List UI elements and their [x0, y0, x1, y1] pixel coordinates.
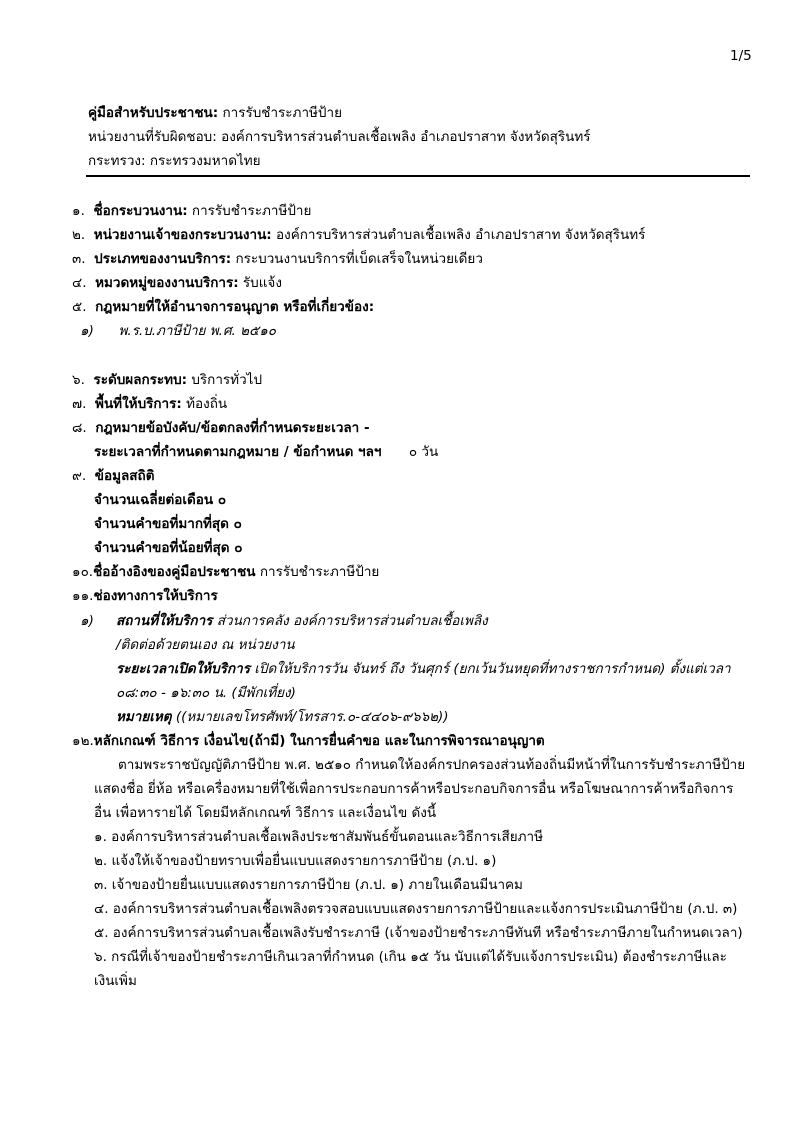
item-label: หลักเกณฑ์ วิธีการ เงื่อนไข(ถ้ามี) ในการยื่นคำขอ และในการพิจารณาอนุญาต: [93, 733, 545, 749]
service-location: [116, 609, 488, 631]
criteria-step: ๓. เจ้าของป้ายยื่นแบบแสดงรายการภาษีป้าย (ภ.ป. ๑) ภายในเดือนมีนาคม: [94, 877, 523, 893]
item-6: [72, 368, 262, 390]
item-3: [72, 247, 483, 269]
item-label: พื้นที่ให้บริการ:: [95, 396, 182, 412]
item-value: องค์การบริหารส่วนตำบลเชื้อเพลิง อำเภอปราสาท จังหวัดสุรินทร์: [276, 227, 646, 243]
channel-number: ๑): [80, 613, 94, 629]
hours-value: เปิดให้บริการวัน จันทร์ ถึง วันศุกร์ (ยกเว้นวันหยุดที่ทางราชการกำหนด) ตั้งแต่เวลา: [254, 661, 731, 677]
item-number: ๑๑.: [72, 588, 94, 604]
law-item: [80, 319, 276, 341]
item-10: [72, 560, 379, 582]
item-label: ข้อมูลสถิติ: [94, 468, 155, 484]
page-number: 1/5: [730, 48, 752, 64]
item-number: ๓.: [72, 251, 86, 267]
item-label: ชื่ออ้างอิงของคู่มือประชาชน: [93, 564, 256, 580]
location-line2: /ติดต่อด้วยตนเอง ณ หน่วยงาน: [116, 637, 295, 653]
item-12: [72, 729, 545, 751]
criteria-paragraph: ตามพระราชบัญญัติภาษีป้าย พ.ศ. ๒๕๑๐ กำหนดให้องค์กรปกครองส่วนท้องถิ่นมีหน้าที่ในการรับชำระภาษีป้าย แสดงชื่อ ยี่ห้อ หรือเครื่องหมายที่ใช้เพื่อการประกอบการค้าหรือประกอบกิจการอื่น หรือโฆษณาการค้าหรือกิจการอื่น เพื่อหารายได้ โดยมีหลักเกณฑ์ วิธีการ และเงื่อนไข ดังนี้: [94, 757, 746, 821]
item-number: ๖.: [72, 372, 85, 388]
item-value: บริการทั่วไป: [191, 372, 263, 388]
item-number: ๑.: [72, 203, 85, 219]
location-label: สถานที่ให้บริการ: [116, 613, 213, 629]
note-label: หมายเหตุ: [116, 709, 172, 725]
item-value: การรับชำระภาษีป้าย: [259, 564, 380, 580]
service-note: [116, 705, 449, 727]
item-label: ประเภทของงานบริการ:: [94, 251, 232, 267]
criteria-step: ๖. กรณีที่เจ้าของป้ายชำระภาษีเกินเวลาที่กำหนด (เกิน ๑๕ วัน นับแต่ได้รับแจ้งการประเมิน) ต้องชำระภาษีและเงินเพิ่ม: [94, 949, 727, 989]
agency-label: หน่วยงานที่รับผิดชอบ:: [88, 129, 217, 145]
hours-line2: ๐๘:๓๐ - ๑๖:๓๐ น. (มีพักเที่ยง): [116, 685, 296, 701]
item-number: ๑๒.: [72, 733, 94, 749]
item-8-days: ๐ วัน: [408, 444, 439, 460]
item-number: ๑๐.: [72, 564, 94, 580]
item-8-detail: ระยะเวลาที่กำหนดตามกฎหมาย / ข้อกำหนด ฯลฯ: [94, 444, 382, 460]
criteria-step: ๑. องค์การบริหารส่วนตำบลเชื้อเพลิงประชาสัมพันธ์ขั้นตอนและวิธีการเสียภาษี: [94, 829, 544, 845]
item-value: กระบวนงานบริการที่เบ็ดเสร็จในหน่วยเดียว: [235, 251, 483, 267]
item-1: [72, 199, 311, 221]
criteria-step: ๔. องค์การบริหารส่วนตำบลเชื้อเพลิงตรวจสอบแบบแสดงรายการภาษีป้ายและแจ้งการประเมินภาษีป้าย (ภ.ป. ๓): [94, 901, 738, 917]
item-number: ๒.: [72, 227, 86, 243]
criteria-step: ๕. องค์การบริหารส่วนตำบลเชื้อเพลิงรับชำระภาษี (เจ้าของป้ายชำระภาษีทันที หรือชำระภาษีภายในกำหนดเวลา): [94, 925, 743, 941]
service-hours: [116, 657, 731, 679]
stat-min: จำนวนคำขอที่น้อยที่สุด ๐: [94, 540, 243, 556]
ministry-value: กระทรวงมหาดไทย: [149, 153, 261, 169]
item-4: [72, 271, 282, 293]
item-8-line2: [94, 440, 438, 462]
item-5: [72, 295, 374, 317]
criteria-step: ๒. แจ้งให้เจ้าของป้ายทราบเพื่อยื่นแบบแสดงรายการภาษีป้าย (ภ.ป. ๑): [94, 853, 497, 869]
responsible-agency: [88, 125, 591, 147]
law-number: ๑): [80, 323, 94, 339]
item-value: ท้องถิ่น: [186, 396, 228, 412]
item-number: ๕.: [72, 299, 87, 315]
item-7: [72, 392, 227, 414]
item-value: การรับชำระภาษีป้าย: [191, 203, 312, 219]
item-label: ชื่อกระบวนงาน:: [93, 203, 188, 219]
item-2: [72, 223, 645, 245]
criteria-steps: [94, 825, 746, 993]
manual-title-value: การรับชำระภาษีป้าย: [222, 105, 342, 121]
header-divider: [86, 175, 750, 177]
item-label: ช่องทางการให้บริการ: [93, 588, 218, 604]
item-label: กฎหมายข้อบังคับ/ข้อตกลงที่กำหนดระยะเวลา -: [95, 420, 370, 436]
hours-label: ระยะเวลาเปิดให้บริการ: [116, 661, 250, 677]
item-value: รับแจ้ง: [242, 275, 282, 291]
item-number: ๔.: [72, 275, 87, 291]
item-label: ระดับผลกระทบ:: [93, 372, 188, 388]
item-number: ๗.: [72, 396, 87, 412]
item-label: หมวดหมู่ของงานบริการ:: [95, 275, 239, 291]
item-label: หน่วยงานเจ้าของกระบวนงาน:: [93, 227, 272, 243]
manual-title: [88, 101, 342, 123]
location-value: ส่วนการคลัง องค์การบริหารส่วนตำบลเชื้อเพลิง: [216, 613, 488, 629]
item-number: ๙.: [72, 468, 87, 484]
stat-max: จำนวนคำขอที่มากที่สุด ๐: [94, 516, 242, 532]
item-9: [72, 464, 154, 486]
ministry-label: กระทรวง:: [88, 153, 146, 169]
agency-value: องค์การบริหารส่วนตำบลเชื้อเพลิง อำเภอปราสาท จังหวัดสุรินทร์: [221, 129, 591, 145]
item-number: ๘.: [72, 420, 87, 436]
manual-title-label: คู่มือสำหรับประชาชน:: [88, 105, 219, 121]
ministry: [88, 149, 261, 171]
note-value: ((หมายเลขโทรศัพท์/โทรสาร.๐-๔๔๐๖-๙๖๖๒)): [175, 709, 449, 725]
item-8: [72, 416, 370, 438]
item-label: กฎหมายที่ให้อำนาจการอนุญาต หรือที่เกี่ยวข้อง:: [95, 299, 375, 315]
item-11: [72, 584, 218, 606]
law-value: พ.ร.บ.ภาษีป้าย พ.ศ. ๒๕๑๐: [118, 323, 277, 339]
stat-average: จำนวนเฉลี่ยต่อเดือน ๐: [94, 492, 227, 508]
